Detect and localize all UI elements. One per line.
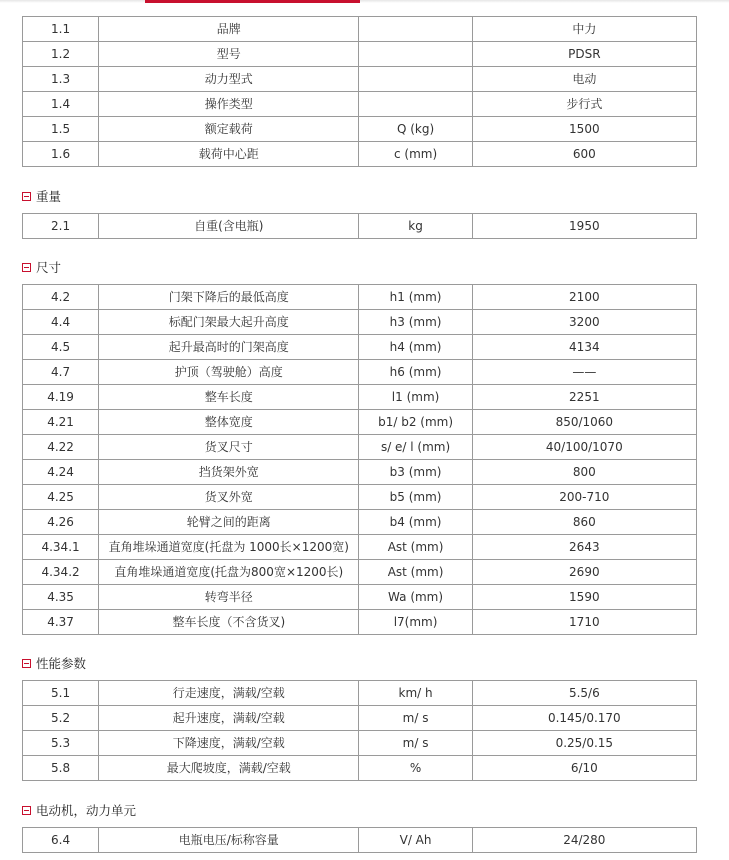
row-unit [359, 92, 472, 117]
row-value: PDSR [472, 42, 696, 67]
row-number: 1.6 [23, 142, 99, 167]
row-unit: l7(mm) [359, 610, 472, 635]
row-label: 直角堆垛通道宽度(托盘为800宽×1200长) [99, 560, 359, 585]
row-unit: c (mm) [359, 142, 472, 167]
row-value: 电动 [472, 67, 696, 92]
table-row [23, 310, 697, 335]
section-header[interactable] [22, 655, 86, 671]
row-unit: h6 (mm) [359, 360, 472, 385]
row-number: 1.5 [23, 117, 99, 142]
row-unit: % [359, 756, 472, 781]
row-label: 下降速度，满载/空载 [99, 731, 359, 756]
row-unit: l1 (mm) [359, 385, 472, 410]
collapse-icon[interactable] [22, 263, 31, 272]
row-number: 2.1 [23, 214, 99, 239]
table-row [23, 485, 697, 510]
row-label: 动力型式 [99, 67, 359, 92]
row-number: 5.3 [23, 731, 99, 756]
section-title: 重量 [36, 189, 62, 204]
table-row [23, 828, 697, 853]
row-label: 挡货架外宽 [99, 460, 359, 485]
table-row [23, 560, 697, 585]
row-number: 4.7 [23, 360, 99, 385]
row-number: 4.37 [23, 610, 99, 635]
row-number: 6.4 [23, 828, 99, 853]
collapse-icon[interactable] [22, 659, 31, 668]
table-row [23, 42, 697, 67]
row-value: 0.25/0.15 [472, 731, 696, 756]
spec-table [22, 213, 697, 239]
row-value: 850/1060 [472, 410, 696, 435]
table-row [23, 17, 697, 42]
row-value: 600 [472, 142, 696, 167]
row-unit: b3 (mm) [359, 460, 472, 485]
row-unit: b5 (mm) [359, 485, 472, 510]
row-label: 标配门架最大起升高度 [99, 310, 359, 335]
row-unit: h1 (mm) [359, 285, 472, 310]
row-value: 24/280 [472, 828, 696, 853]
row-number: 4.35 [23, 585, 99, 610]
header-shadow [0, 0, 729, 3]
row-value: 5.5/6 [472, 681, 696, 706]
row-unit: V/ Ah [359, 828, 472, 853]
table-row [23, 510, 697, 535]
row-unit: Ast (mm) [359, 535, 472, 560]
row-label: 转弯半径 [99, 585, 359, 610]
row-value: 3200 [472, 310, 696, 335]
row-label: 起升最高时的门架高度 [99, 335, 359, 360]
row-label: 载荷中心距 [99, 142, 359, 167]
row-number: 5.8 [23, 756, 99, 781]
row-number: 4.24 [23, 460, 99, 485]
table-row [23, 756, 697, 781]
row-number: 1.2 [23, 42, 99, 67]
table-row [23, 214, 697, 239]
table-row [23, 460, 697, 485]
table-row [23, 731, 697, 756]
section-header[interactable] [22, 802, 136, 818]
row-value: 2643 [472, 535, 696, 560]
table-row [23, 117, 697, 142]
row-label: 自重(含电瓶) [99, 214, 359, 239]
table-row [23, 706, 697, 731]
row-value: 1950 [472, 214, 696, 239]
row-value: 2251 [472, 385, 696, 410]
row-unit: Q (kg) [359, 117, 472, 142]
row-value: 0.145/0.170 [472, 706, 696, 731]
row-value: 40/100/1070 [472, 435, 696, 460]
row-value: 860 [472, 510, 696, 535]
row-label: 型号 [99, 42, 359, 67]
active-tab-indicator [145, 0, 360, 3]
collapse-icon[interactable] [22, 192, 31, 201]
row-value: —— [472, 360, 696, 385]
row-value: 6/10 [472, 756, 696, 781]
row-value: 1590 [472, 585, 696, 610]
row-unit [359, 17, 472, 42]
row-unit: Wa (mm) [359, 585, 472, 610]
row-value: 步行式 [472, 92, 696, 117]
spec-table [22, 827, 697, 853]
row-label: 轮臂之间的距离 [99, 510, 359, 535]
row-unit: m/ s [359, 731, 472, 756]
row-value: 200-710 [472, 485, 696, 510]
section-title: 性能参数 [36, 656, 87, 671]
row-number: 5.1 [23, 681, 99, 706]
row-number: 4.26 [23, 510, 99, 535]
row-number: 4.34.2 [23, 560, 99, 585]
row-unit: km/ h [359, 681, 472, 706]
row-label: 货叉尺寸 [99, 435, 359, 460]
row-label: 品牌 [99, 17, 359, 42]
row-label: 电瓶电压/标称容量 [99, 828, 359, 853]
row-label: 整车长度（不含货叉) [99, 610, 359, 635]
row-number: 4.2 [23, 285, 99, 310]
table-row [23, 385, 697, 410]
row-label: 操作类型 [99, 92, 359, 117]
row-number: 1.1 [23, 17, 99, 42]
row-label: 行走速度，满载/空载 [99, 681, 359, 706]
table-row [23, 360, 697, 385]
spec-table [22, 680, 697, 781]
row-value: 1500 [472, 117, 696, 142]
row-label: 直角堆垛通道宽度(托盘为 1000长×1200宽) [99, 535, 359, 560]
row-label: 最大爬坡度，满载/空载 [99, 756, 359, 781]
row-unit: h3 (mm) [359, 310, 472, 335]
row-unit: b4 (mm) [359, 510, 472, 535]
table-row [23, 92, 697, 117]
row-number: 4.22 [23, 435, 99, 460]
spec-table [22, 16, 697, 167]
row-value: 1710 [472, 610, 696, 635]
table-row [23, 535, 697, 560]
row-number: 4.4 [23, 310, 99, 335]
row-label: 整车长度 [99, 385, 359, 410]
row-number: 4.25 [23, 485, 99, 510]
table-row [23, 681, 697, 706]
row-number: 4.19 [23, 385, 99, 410]
row-unit: kg [359, 214, 472, 239]
row-value: 2100 [472, 285, 696, 310]
row-value: 2690 [472, 560, 696, 585]
table-row [23, 435, 697, 460]
spec-table [22, 284, 697, 635]
table-row [23, 335, 697, 360]
row-number: 4.21 [23, 410, 99, 435]
section-header[interactable] [22, 188, 61, 204]
row-value: 800 [472, 460, 696, 485]
row-value: 中力 [472, 17, 696, 42]
section-header[interactable] [22, 259, 61, 275]
row-label: 额定载荷 [99, 117, 359, 142]
row-number: 5.2 [23, 706, 99, 731]
section-title: 尺寸 [36, 260, 62, 275]
row-unit: Ast (mm) [359, 560, 472, 585]
table-row [23, 285, 697, 310]
table-row [23, 410, 697, 435]
row-unit: m/ s [359, 706, 472, 731]
row-unit: h4 (mm) [359, 335, 472, 360]
table-row [23, 67, 697, 92]
header-strip [0, 0, 729, 6]
table-row [23, 142, 697, 167]
row-number: 1.4 [23, 92, 99, 117]
collapse-icon[interactable] [22, 806, 31, 815]
table-row [23, 585, 697, 610]
row-unit: b1/ b2 (mm) [359, 410, 472, 435]
row-label: 门架下降后的最低高度 [99, 285, 359, 310]
row-unit [359, 67, 472, 92]
row-label: 护顶（驾驶舱）高度 [99, 360, 359, 385]
row-number: 4.5 [23, 335, 99, 360]
row-number: 1.3 [23, 67, 99, 92]
section-title: 电动机，动力单元 [36, 803, 137, 818]
row-label: 起升速度，满载/空载 [99, 706, 359, 731]
table-row [23, 610, 697, 635]
row-label: 货叉外宽 [99, 485, 359, 510]
row-value: 4134 [472, 335, 696, 360]
row-number: 4.34.1 [23, 535, 99, 560]
row-label: 整体宽度 [99, 410, 359, 435]
row-unit [359, 42, 472, 67]
row-unit: s/ e/ l (mm) [359, 435, 472, 460]
